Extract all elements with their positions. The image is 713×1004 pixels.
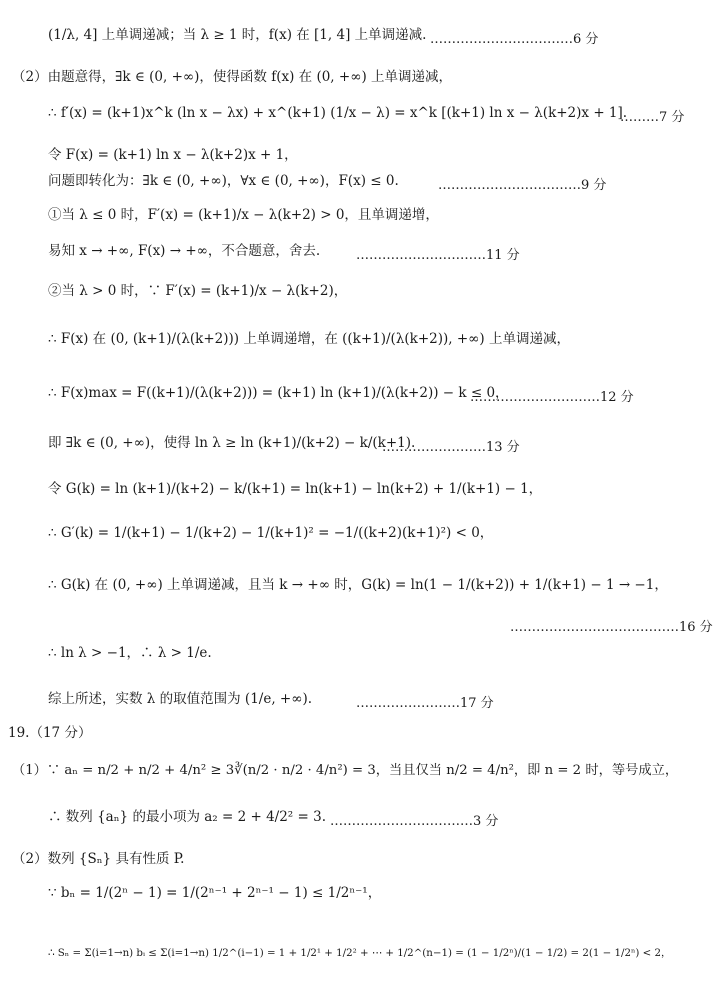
line-text: 令 F(x) = (k+1) ln x − λ(k+2)x + 1， [48,147,298,163]
solution-line-17 [48,690,312,708]
solution-line-11 [48,434,415,452]
line-text: ∴ G′(k) = 1/(k+1) − 1/(k+2) − 1/(k+1)² = −1/((k+2)(k+1)²) < 0， [48,525,494,541]
solution-line-19 [12,762,678,780]
problem-number [8,724,91,742]
solution-line-5 [48,172,399,190]
solution-line-6 [48,206,439,224]
score-mark: ……………………17 分 [356,696,494,711]
solution-line-9 [48,330,570,348]
line-text: ∵ bₙ = 1/(2ⁿ − 1) = 1/(2ⁿ⁻¹ + 2ⁿ⁻¹ − 1) ≤ 1/2ⁿ⁻¹， [48,885,382,901]
line-text: ①当 λ ≤ 0 时，F′(x) = (k+1)/x − λ(k+2) > 0，且单调递增， [48,207,439,223]
line-text: （1）∵ aₙ = n/2 + n/2 + 4/n² ≥ 3∛(n/2 · n/2 · 4/n²) = 3，当且仅当 n/2 = 4/n²，即 n = 2 时，等号成立， [12,763,679,778]
line-text: ∴ ln λ > −1，∴ λ > 1/e. [48,645,212,661]
line-text: 即 ∃k ∈ (0, +∞)，使得 ln λ ≥ ln (k+1)/(k+2) − k/(k+1). [48,435,416,451]
score-mark: ……………………………9 分 [438,178,607,193]
score-mark: …………………………12 分 [470,390,634,405]
line-text: ∴ G(k) 在 (0, +∞) 上单调递减，且当 k → +∞ 时，G(k) = ln(1 − 1/(k+2)) + 1/(k+1) − 1 → −1， [48,577,668,593]
solution-line-1 [48,26,426,44]
line-text: 综上所述，实数 λ 的取值范围为 (1/e, +∞). [48,691,313,707]
solution-line-13 [48,524,493,542]
solution-line-3 [48,104,627,122]
line-text: （2）数列 {Sₙ} 具有性质 P. [12,851,185,867]
line-text: ∴ F(x)max = F((k+1)/(λ(k+2))) = (k+1) ln (k+1)/(λ(k+2)) − k ≤ 0， [48,385,509,401]
solution-line-4 [48,146,298,164]
solution-line-23 [48,944,671,962]
score-mark: ……………………………3 分 [330,814,499,829]
solution-line-16 [48,644,212,662]
line-text: ∴ 数列 {aₙ} 的最小项为 a₂ = 2 + 4/2² = 3. [48,809,326,825]
score-mark: …………………………………16 分 [510,620,713,635]
solution-line-12 [48,480,542,498]
solution-line-21 [12,850,184,868]
solution-line-14 [48,576,668,594]
score-mark: ………7 分 [620,110,685,125]
line-text: 令 G(k) = ln (k+1)/(k+2) − k/(k+1) = ln(k+1) − ln(k+2) + 1/(k+1) − 1， [48,481,543,497]
solution-line-22 [48,884,381,902]
line-text: 19.（17 分） [8,725,92,741]
score-mark: …………………………11 分 [356,248,520,263]
solution-line-20 [48,808,326,826]
solution-line-10 [48,384,509,402]
line-text: ∴ Sₙ = Σ(i=1→n) bᵢ ≤ Σ(i=1→n) 1/2^(i−1) = 1 + 1/2¹ + 1/2² + ⋯ + 1/2^(n−1) = (1 − 1/2ⁿ)/(1 − 1/2) = 2(1 − 1/2ⁿ) < 2， [48,947,672,959]
line-text: （2）由题意得，∃k ∈ (0, +∞)，使得函数 f(x) 在 (0, +∞) 上单调递减， [12,69,453,85]
line-text: ②当 λ > 0 时，∵ F′(x) = (k+1)/x − λ(k+2)， [48,283,348,299]
line-text: 易知 x → +∞, F(x) → +∞，不合题意，舍去. [48,243,321,259]
score-mark: ……………………………6 分 [430,32,599,47]
solution-line-2 [12,68,452,86]
solution-line-7 [48,242,320,260]
score-mark: ……………………13 分 [382,440,520,455]
solution-line-8 [48,282,347,300]
line-text: ∴ F(x) 在 (0, (k+1)/(λ(k+2))) 上单调递增，在 ((k+1)/(λ(k+2)), +∞) 上单调递减， [48,331,570,347]
line-text: (1/λ, 4] 上单调递减；当 λ ≥ 1 时，f(x) 在 [1, 4] 上单调递减. [48,27,427,43]
line-text: ∴ f′(x) = (k+1)x^k (ln x − λx) + x^(k+1) (1/x − λ) = x^k [(k+1) ln x − λ(k+2)x + 1]. [48,105,628,121]
line-text: 问题即转化为：∃k ∈ (0, +∞)，∀x ∈ (0, +∞)，F(x) ≤ 0. [48,173,399,189]
